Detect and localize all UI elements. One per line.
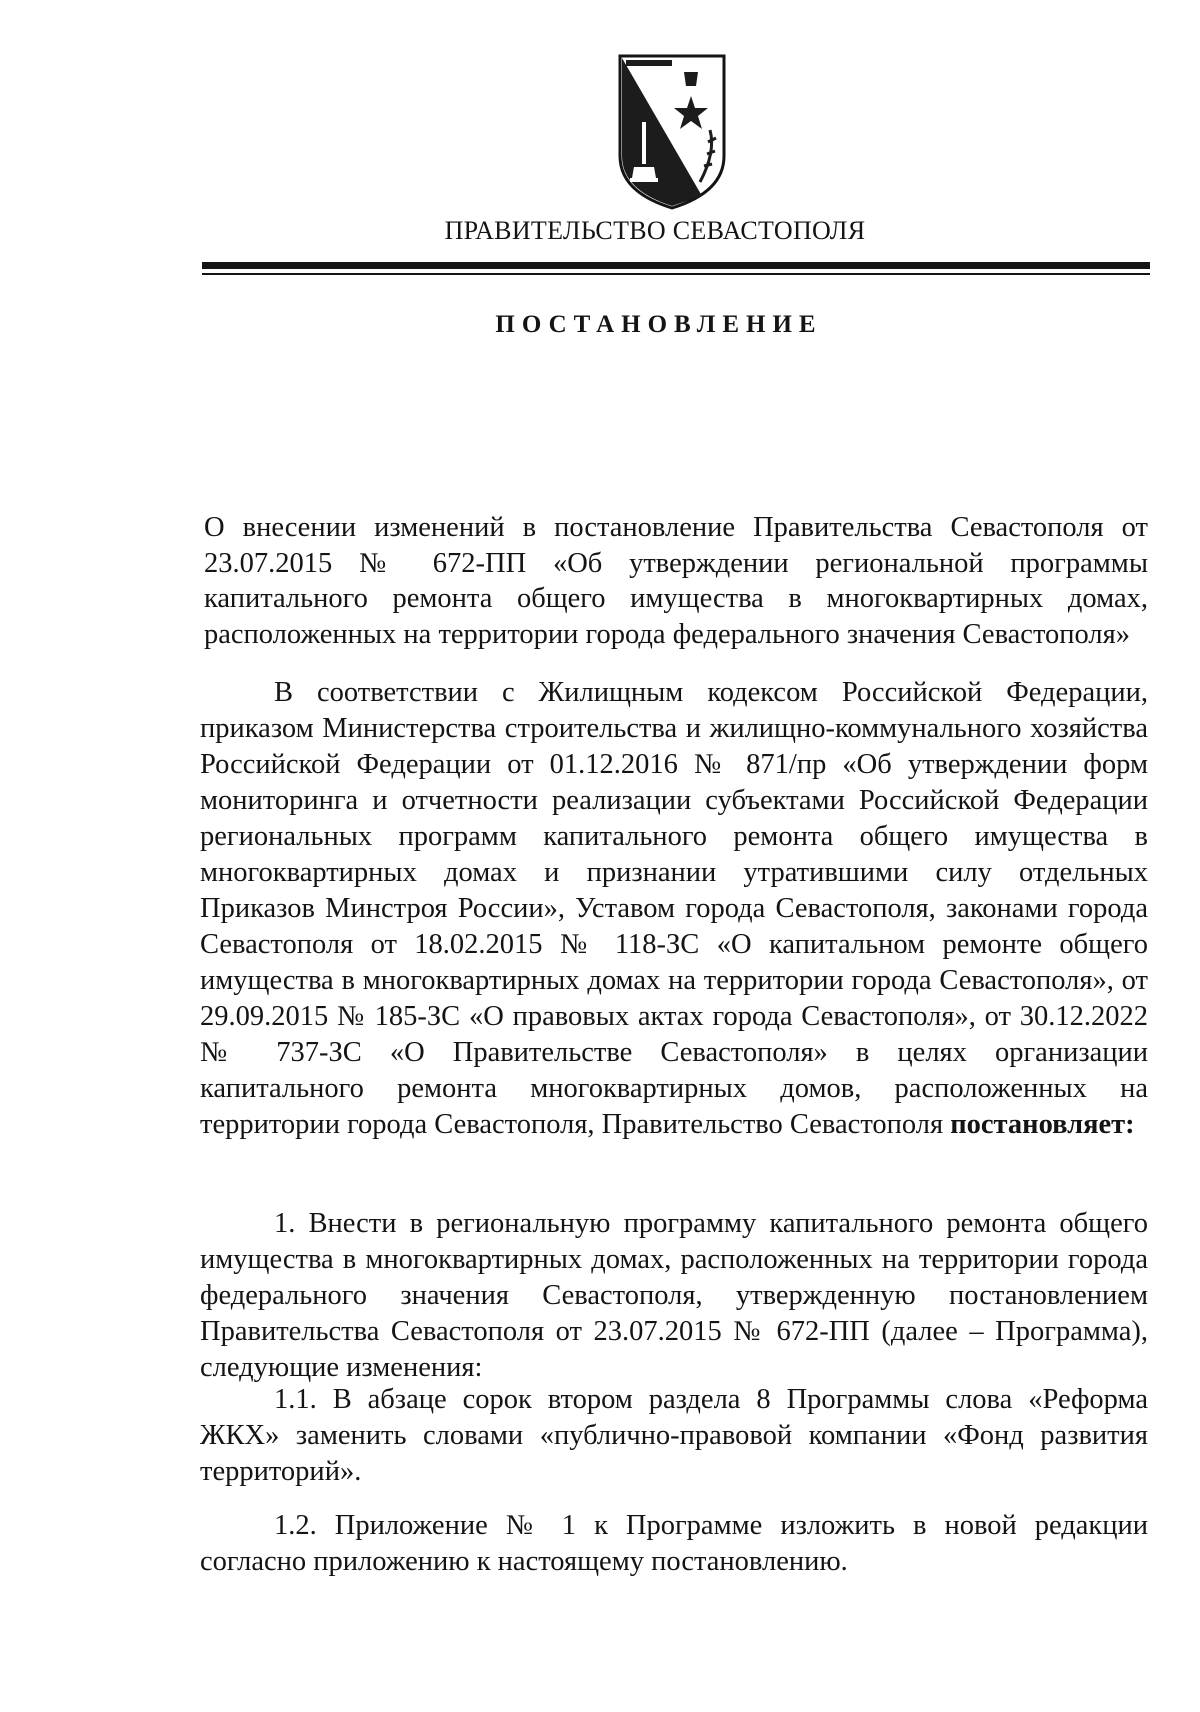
header-rule-thick <box>202 262 1150 269</box>
list-item <box>200 1382 1148 1490</box>
item-1-text: 1. Внести в региональную программу капитального ремонта общего имущества в многоквартирных домах, расположенных на территории города федерального значения Севастополя, утвержденную постановлением Правительства Севастополя от 23.07.2015 № 672-ПП (далее – Программа), следующие изменения: <box>200 1208 1148 1383</box>
item-1-2-text: 1.2. Приложение № 1 к Программе изложить в новой редакции согласно приложению к настоящему постановлению. <box>200 1510 1148 1577</box>
list-item <box>200 1206 1148 1386</box>
organization-name: ПРАВИТЕЛЬСТВО СЕВАСТОПОЛЯ <box>444 216 866 245</box>
sevastopol-coat-of-arms-icon <box>612 52 732 212</box>
preamble-text: В соответствии с Жилищным кодексом Российской Федерации, приказом Министерства строительства и жилищно-коммунального хозяйства Российской Федерации от 01.12.2016 № 871/пр «Об утверждении форм мониторинга и отчетности реализации субъектами Российской Федерации региональных программ капитального ремонта общего имущества в многоквартирных домах и признании утратившими силу отдельных Приказов Минстроя России», Уставом города Севастополя, законами города Севастополя от 18.02.2015 № 118-ЗС «О капитальном ремонте общего имущества в многоквартирных домах на территории города Севастополя», от 29.09.2015 № 185-ЗС «О правовых актах города Севастополя», от 30.12.2022 № 737-ЗС «О Правительстве Севастополя» в целях организации капитального ремонта многоквартирных домов, расположенных на территории города Севастополя, Правительство Севастополя <box>200 677 1148 1140</box>
resolves-word: постановляет: <box>950 1109 1135 1140</box>
item-1-1-text: 1.1. В абзаце сорок втором раздела 8 Программы слова «Реформа ЖКХ» заменить словами «публично-правовой компании «Фонд развития территорий». <box>200 1384 1148 1487</box>
header-rule-thin <box>202 273 1150 275</box>
list-item <box>200 1508 1148 1580</box>
document-type-heading: ПОСТАНОВЛЕНИЕ <box>495 311 823 338</box>
resolution-title: О внесении изменений в постановление Правительства Севастополя от 23.07.2015 № 672-ПП «Об утверждении региональной программы капитального ремонта общего имущества в многоквартирных домах, расположенных на территории города федерального значения Севастополя» <box>204 512 1148 650</box>
preamble-paragraph <box>200 675 1148 1143</box>
